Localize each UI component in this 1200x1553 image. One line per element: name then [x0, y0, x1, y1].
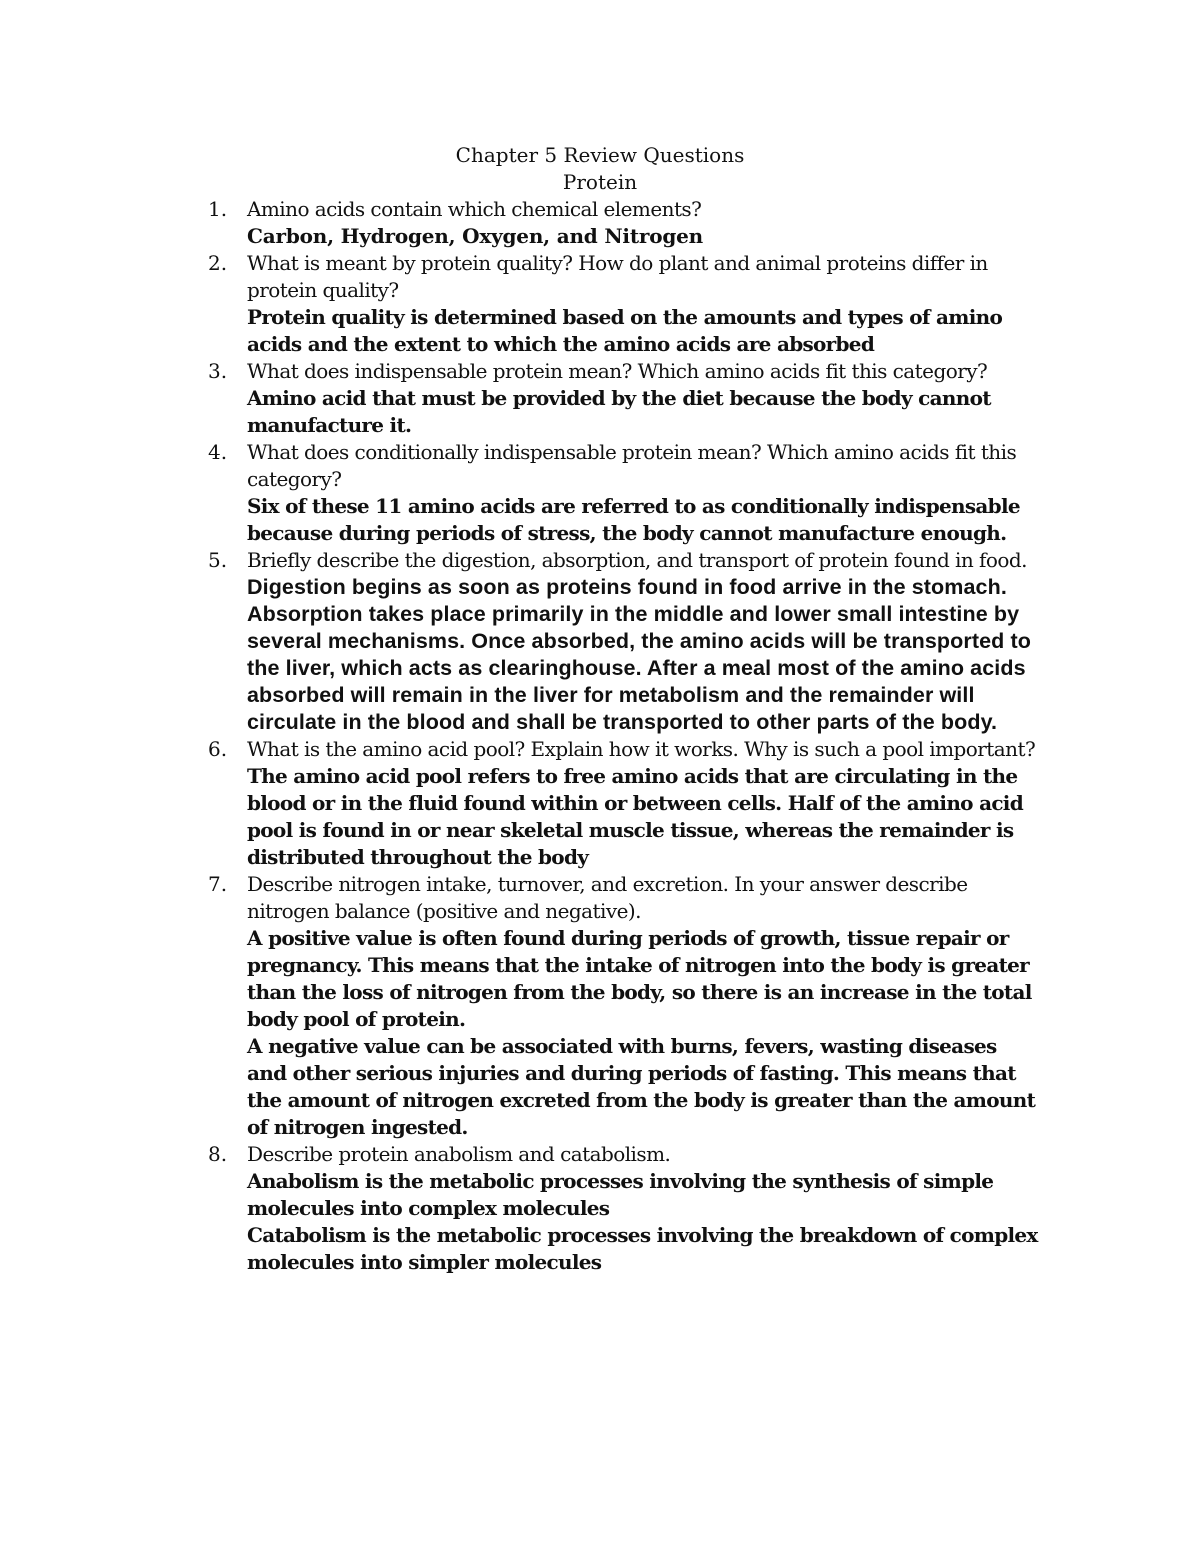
answer-text: Amino acid that must be provided by the diet because the body cannot manufacture it.: [247, 386, 991, 437]
question-number: 7.: [208, 872, 228, 896]
document-subtitle: Protein: [562, 170, 638, 194]
answer-text-positive: A positive value is often found during periods of growth, tissue repair or pregnancy. This means that the intake of nitrogen into the body is greater than the loss of nitrogen from the body, so there is an increase in the total body pool of protein.: [247, 926, 1032, 1031]
question-item-3: [208, 358, 1038, 439]
document-title: Chapter 5 Review Questions: [455, 143, 745, 167]
question-number: 1.: [208, 197, 228, 221]
question-list: [208, 196, 1038, 1276]
answer-text: Digestion begins as soon as proteins found in food arrive in the stomach. Absorption takes place primarily in the middle and lower small intestine by several mechanisms. Once absorbed, the amino acids will be transported to the liver, which acts as clearinghouse. After a meal most of the amino acids absorbed will remain in the liver for metabolism and the remainder will circulate in the blood and shall be transported to other parts of the body.: [247, 575, 1031, 734]
question-item-7: [208, 871, 1038, 1141]
question-text: Describe protein anabolism and catabolism.: [247, 1142, 671, 1166]
question-number: 3.: [208, 359, 228, 383]
question-number: 4.: [208, 440, 228, 464]
answer-text-catabolism: Catabolism is the metabolic processes involving the breakdown of complex molecules into simpler molecules: [247, 1223, 1038, 1274]
question-item-8: [208, 1141, 1038, 1276]
answer-text-anabolism: Anabolism is the metabolic processes involving the synthesis of simple molecules into complex molecules: [247, 1169, 994, 1220]
question-text: Amino acids contain which chemical elements?: [247, 197, 702, 221]
question-item-2: [208, 250, 1038, 358]
question-number: 6.: [208, 737, 228, 761]
question-number: 2.: [208, 251, 228, 275]
question-item-4: [208, 439, 1038, 547]
question-number: 8.: [208, 1142, 228, 1166]
question-text: What is the amino acid pool? Explain how it works. Why is such a pool important?: [247, 737, 1036, 761]
question-text: Describe nitrogen intake, turnover, and excretion. In your answer describe nitrogen balance (positive and negative).: [247, 872, 968, 923]
document-header: [0, 142, 1200, 196]
question-item-5: [208, 547, 1038, 736]
answer-text: Protein quality is determined based on the amounts and types of amino acids and the extent to which the amino acids are absorbed: [247, 305, 1003, 356]
answer-text: Six of these 11 amino acids are referred to as conditionally indispensable because during periods of stress, the body cannot manufacture enough.: [247, 494, 1020, 545]
answer-text: The amino acid pool refers to free amino acids that are circulating in the blood or in the fluid found within or between cells. Half of the amino acid pool is found in or near skeletal muscle tissue, whereas the remainder is distributed throughout the body: [247, 764, 1023, 869]
answer-text: Carbon, Hydrogen, Oxygen, and Nitrogen: [247, 224, 703, 248]
question-item-1: [208, 196, 1038, 250]
question-text: What does conditionally indispensable protein mean? Which amino acids fit this category?: [247, 440, 1017, 491]
answer-text-negative: A negative value can be associated with burns, fevers, wasting diseases and other serious injuries and during periods of fasting. This means that the amount of nitrogen excreted from the body is greater than the amount of nitrogen ingested.: [247, 1034, 1036, 1139]
question-number: 5.: [208, 548, 228, 572]
question-text: Briefly describe the digestion, absorption, and transport of protein found in food.: [247, 548, 1027, 572]
question-item-6: [208, 736, 1038, 871]
question-text: What does indispensable protein mean? Which amino acids fit this category?: [247, 359, 988, 383]
question-text: What is meant by protein quality? How do plant and animal proteins differ in protein quality?: [247, 251, 988, 302]
